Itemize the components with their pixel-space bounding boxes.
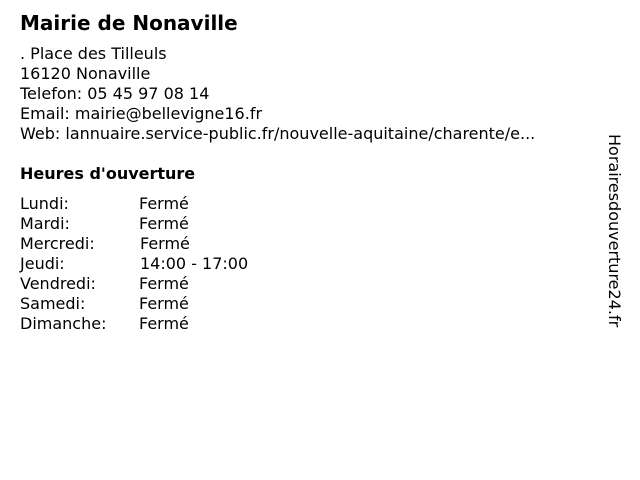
- city-postcode: 16120 Nonaville: [20, 64, 151, 83]
- website-link[interactable]: lannuaire.service-public.fr/nouvelle-aquitaine/charente/e...: [65, 124, 536, 143]
- web-label: Web:: [20, 124, 61, 143]
- listing-panel: [20, 10, 610, 334]
- site-brand-vertical: Horairesdouverture24.fr: [605, 134, 624, 328]
- day-label: Vendredi:: [20, 274, 96, 293]
- opening-hours-heading: Heures d'ouverture: [20, 164, 196, 183]
- email-link[interactable]: mairie@bellevigne16.fr: [74, 104, 263, 123]
- hours-row-tuesday: [20, 214, 610, 234]
- opening-hours-table: [20, 194, 610, 334]
- page-title: Mairie de Nonaville: [20, 11, 238, 35]
- day-label: Mercredi:: [20, 234, 95, 253]
- hours-row-friday: [20, 274, 610, 294]
- hours-value: Fermé: [140, 234, 190, 253]
- hours-value: Fermé: [139, 294, 189, 313]
- address-block: [20, 44, 610, 144]
- hours-row-wednesday: [20, 234, 610, 254]
- hours-row-monday: [20, 194, 610, 214]
- phone-line: [20, 84, 610, 104]
- street-address: . Place des Tilleuls: [20, 44, 167, 63]
- hours-value: 14:00 - 17:00: [140, 254, 249, 273]
- web-line: [20, 124, 610, 144]
- day-label: Samedi:: [20, 294, 86, 313]
- hours-row-thursday: [20, 254, 610, 274]
- day-label: Dimanche:: [20, 314, 107, 333]
- day-label: Mardi:: [20, 214, 70, 233]
- email-label: Email:: [20, 104, 70, 123]
- day-label: Lundi:: [20, 194, 69, 213]
- hours-value: Fermé: [139, 194, 189, 213]
- hours-row-saturday: [20, 294, 610, 314]
- hours-row-sunday: [20, 314, 610, 334]
- hours-value: Fermé: [139, 274, 189, 293]
- day-label: Jeudi:: [20, 254, 65, 273]
- email-line: [20, 104, 610, 124]
- hours-value: Fermé: [139, 314, 189, 333]
- hours-value: Fermé: [139, 214, 189, 233]
- phone-link[interactable]: 05 45 97 08 14: [87, 84, 210, 103]
- phone-label: Telefon:: [20, 84, 83, 103]
